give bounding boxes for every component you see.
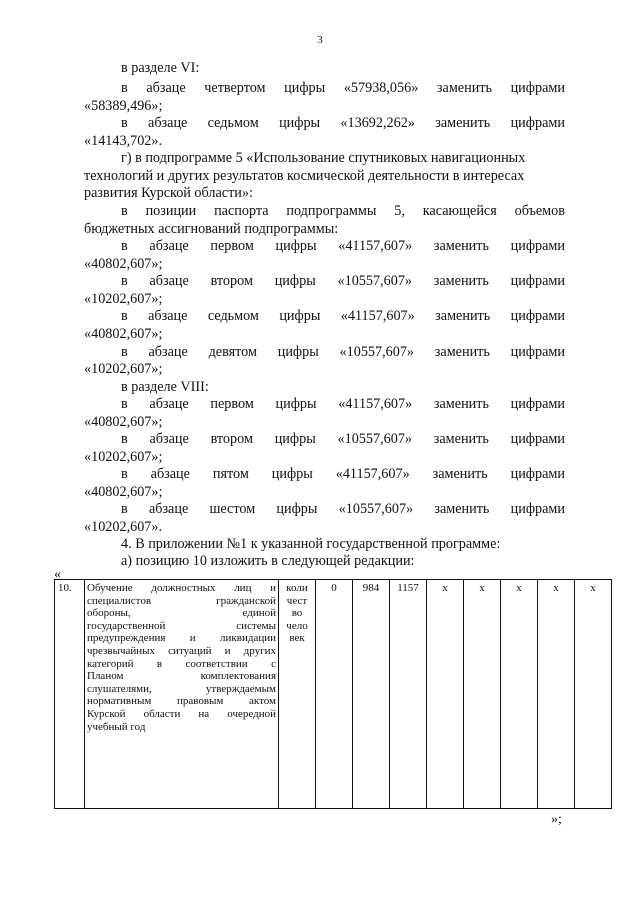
- word: касающейся: [422, 203, 497, 219]
- text-line: «10202,607»;: [84, 291, 163, 307]
- word: девятом: [208, 344, 257, 360]
- word: цифры: [275, 396, 317, 412]
- word: заменить: [435, 308, 491, 324]
- word: в: [121, 344, 128, 360]
- word: четвертом: [204, 80, 266, 96]
- word: заменить: [436, 80, 492, 96]
- word: «41157,607»: [338, 238, 413, 254]
- word: абзаце: [148, 115, 188, 131]
- text-line: бюджетных ассигнований подпрограммы:: [84, 221, 339, 237]
- word: категорий: [87, 657, 134, 670]
- word: абзаце: [148, 501, 189, 517]
- activity-name: [85, 580, 279, 809]
- value-cell: x: [501, 580, 538, 809]
- name-line: [87, 695, 276, 708]
- word: цифрами: [510, 466, 565, 482]
- word: государственной: [87, 619, 166, 632]
- word: заменить: [433, 431, 489, 447]
- word: абзаце: [149, 238, 189, 254]
- word: 5,: [394, 203, 405, 219]
- unit-of-measure: [279, 580, 316, 809]
- word: цифры: [275, 238, 317, 254]
- word: паспорта: [214, 203, 269, 219]
- word: комплектования: [200, 670, 276, 683]
- word: учебный год: [87, 720, 146, 733]
- word: и: [189, 632, 196, 645]
- word: «41157,607»: [335, 466, 410, 482]
- unit-line: чест: [286, 594, 308, 607]
- text-line: технологий и других результатов космической деятельности в интересах: [84, 168, 525, 184]
- word: шестом: [209, 501, 256, 517]
- word: цифрами: [510, 273, 565, 289]
- word: Обучение: [87, 582, 133, 594]
- word: цифры: [277, 344, 319, 360]
- word: «10557,607»: [337, 273, 412, 289]
- word: абзаце: [148, 308, 188, 324]
- word: заменить: [433, 396, 489, 412]
- name-line: [87, 708, 276, 721]
- word: «41157,607»: [338, 396, 413, 412]
- word: Планом: [87, 670, 124, 683]
- word: заменить: [435, 115, 491, 131]
- name-line: [87, 670, 276, 683]
- text-line: [121, 466, 565, 482]
- text-line: «40802,607»;: [84, 414, 163, 430]
- value-cell: x: [464, 580, 501, 809]
- value-cell: x: [427, 580, 464, 809]
- word: в: [121, 115, 128, 131]
- word: в: [121, 466, 128, 482]
- text-line: [121, 115, 565, 131]
- value-cell: x: [575, 580, 612, 809]
- name-line: [87, 645, 276, 658]
- word: в: [121, 431, 128, 447]
- word: цифрами: [510, 344, 565, 360]
- text-line: в разделе VIII:: [121, 379, 209, 395]
- text-line: [121, 308, 565, 324]
- word: специалистов: [87, 594, 152, 607]
- word: заменить: [433, 238, 489, 254]
- word: слушателями,: [87, 682, 152, 695]
- opening-quote: «: [54, 567, 61, 582]
- word: «57938,056»: [343, 80, 419, 96]
- word: цифры: [284, 80, 326, 96]
- word: заменить: [433, 273, 489, 289]
- name-line: [87, 607, 276, 620]
- word: в: [121, 308, 128, 324]
- word: «13692,262»: [340, 115, 415, 131]
- word: гражданской: [216, 594, 276, 607]
- word: абзаце: [149, 431, 189, 447]
- name-line: [87, 683, 276, 696]
- value-cell: 1157: [390, 580, 427, 809]
- name-line: [87, 582, 276, 595]
- word: пятом: [212, 466, 249, 482]
- word: «10557,607»: [339, 344, 415, 360]
- word: правовым: [176, 695, 224, 708]
- text-line: а) позицию 10 изложить в следующей редакции:: [121, 553, 415, 569]
- word: объемов: [514, 203, 565, 219]
- word: в: [156, 657, 163, 670]
- position-table: [54, 579, 612, 809]
- unit-line: чело: [286, 619, 308, 632]
- text-line: [121, 501, 565, 517]
- word: в: [121, 273, 128, 289]
- word: цифры: [276, 501, 318, 517]
- word: очередной: [227, 707, 276, 720]
- unit-line: век: [289, 632, 305, 645]
- word: втором: [210, 431, 253, 447]
- word: цифрами: [510, 238, 565, 254]
- word: Курской: [87, 707, 126, 720]
- text-line: г) в подпрограмме 5 «Использование спутниковых навигационных: [121, 150, 526, 166]
- word: цифрами: [510, 396, 565, 412]
- text-line: развития Курской области»:: [84, 185, 253, 201]
- word: первом: [210, 238, 254, 254]
- word: на: [198, 707, 210, 720]
- word: других: [243, 644, 276, 657]
- word: утверждаемым: [205, 682, 276, 695]
- word: первом: [210, 396, 254, 412]
- text-line: «10202,607».: [84, 519, 163, 535]
- word: втором: [210, 273, 253, 289]
- word: «41157,607»: [340, 308, 415, 324]
- text-line: «58389,496»;: [84, 98, 163, 114]
- text-line: в разделе VI:: [121, 60, 200, 76]
- word: «10557,607»: [337, 431, 412, 447]
- word: абзаце: [148, 344, 188, 360]
- name-line: [87, 632, 276, 645]
- word: абзаце: [146, 80, 186, 96]
- text-line: «10202,607»;: [84, 361, 163, 377]
- word: актом: [249, 695, 276, 708]
- word: ликвидации: [220, 632, 276, 645]
- word: в: [121, 501, 128, 517]
- word: цифрами: [510, 308, 565, 324]
- word: седьмом: [207, 308, 259, 324]
- page-number: 3: [317, 34, 323, 46]
- word: цифрами: [510, 80, 565, 96]
- text-line: [121, 203, 565, 219]
- word: и: [224, 644, 231, 657]
- word: ситуаций: [168, 644, 212, 657]
- text-line: [121, 80, 565, 96]
- word: в: [121, 396, 128, 412]
- word: цифры: [274, 273, 316, 289]
- word: позиции: [145, 203, 197, 219]
- word: единой: [242, 607, 276, 620]
- text-line: 4. В приложении №1 к указанной государственной программе:: [121, 536, 501, 552]
- text-line: «14143,702».: [84, 133, 163, 149]
- word: цифры: [279, 115, 321, 131]
- text-line: «40802,607»;: [84, 326, 163, 342]
- word: с: [271, 657, 276, 670]
- text-line: [121, 396, 565, 412]
- word: цифрами: [510, 501, 565, 517]
- word: абзаце: [149, 396, 189, 412]
- name-line: [87, 595, 276, 608]
- word: цифры: [279, 308, 321, 324]
- word: в: [121, 80, 128, 96]
- text-line: [121, 238, 565, 254]
- text-line: «40802,607»;: [84, 484, 163, 500]
- closing-quote: »;: [551, 812, 562, 827]
- value-cell: x: [538, 580, 575, 809]
- word: цифры: [274, 431, 316, 447]
- word: обороны,: [87, 607, 131, 620]
- word: нормативным: [87, 695, 152, 708]
- word: «10557,607»: [338, 501, 414, 517]
- value-cell: 0: [316, 580, 353, 809]
- unit-line: коли: [286, 582, 308, 594]
- word: области: [143, 707, 181, 720]
- word: цифры: [271, 466, 313, 482]
- word: в: [121, 203, 128, 219]
- word: чрезвычайных: [87, 644, 156, 657]
- word: заменить: [434, 501, 490, 517]
- table-row: [55, 580, 612, 809]
- word: и: [270, 582, 276, 594]
- text-line: «10202,607»;: [84, 449, 163, 465]
- text-line: [121, 431, 565, 447]
- unit-line: во: [291, 607, 303, 620]
- text-line: «40802,607»;: [84, 256, 163, 272]
- word: в: [121, 238, 128, 254]
- position-number: 10.: [55, 580, 85, 809]
- text-line: [121, 273, 565, 289]
- word: абзаце: [150, 466, 190, 482]
- name-line: [87, 620, 276, 633]
- name-line: [87, 721, 276, 734]
- value-cell: 984: [353, 580, 390, 809]
- name-line: [87, 658, 276, 671]
- word: соответствии: [185, 657, 248, 670]
- word: цифрами: [510, 431, 565, 447]
- word: абзаце: [149, 273, 189, 289]
- word: предупреждения: [87, 632, 166, 645]
- word: заменить: [432, 466, 488, 482]
- word: заменить: [434, 344, 490, 360]
- word: седьмом: [207, 115, 259, 131]
- word: подпрограммы: [286, 203, 377, 219]
- text-line: [121, 344, 565, 360]
- word: должностных: [151, 582, 216, 594]
- word: системы: [236, 619, 276, 632]
- word: цифрами: [510, 115, 565, 131]
- word: лиц: [234, 582, 252, 594]
